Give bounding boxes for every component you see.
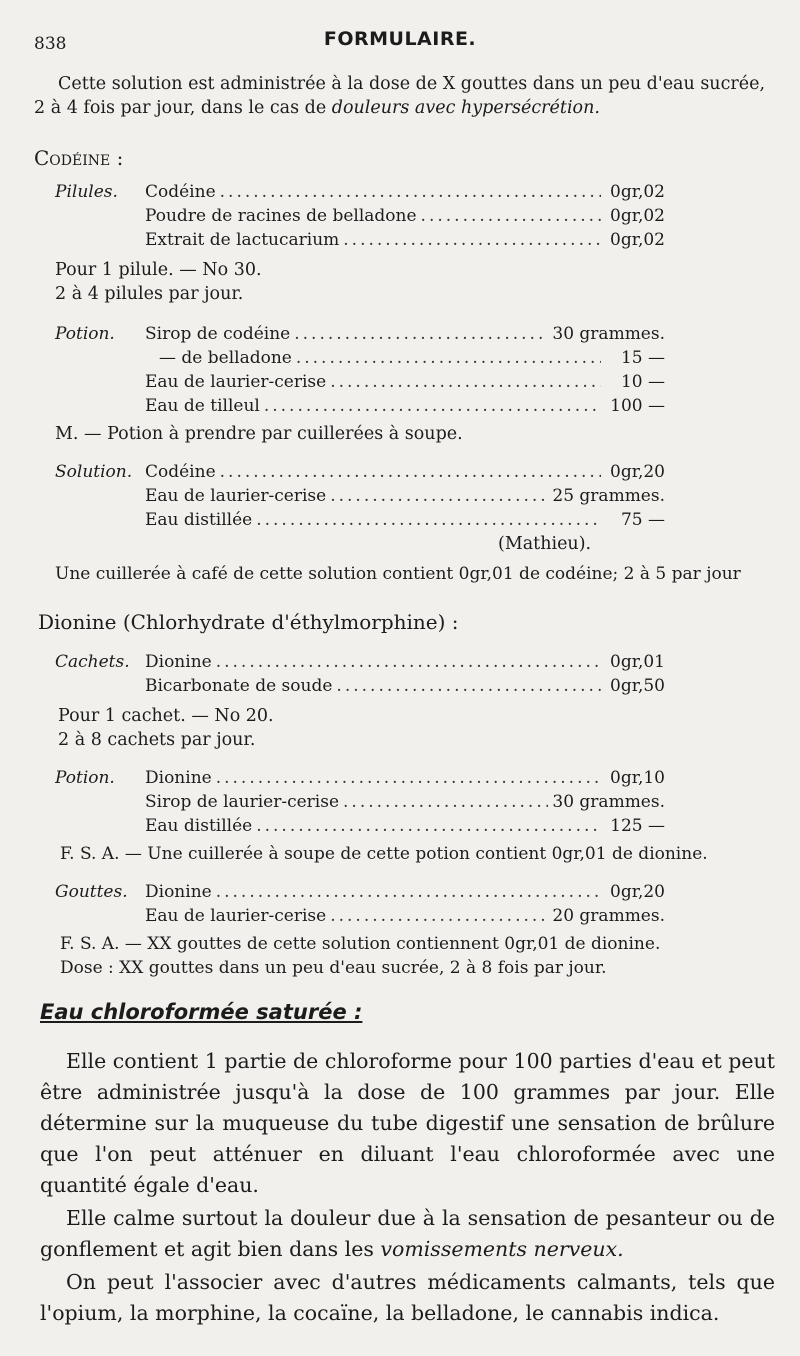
ingredient: Dionine xyxy=(145,768,212,788)
note: Dose : XX gouttes dans un peu d'eau sucrée, 2 à 8 fois par jour. xyxy=(60,958,607,978)
recipe-label: Cachets. xyxy=(55,652,130,672)
recipe-row xyxy=(55,510,665,534)
recipe-label: Pilules. xyxy=(55,182,118,202)
note: 2 à 8 cachets par jour. xyxy=(58,730,256,750)
ingredient: Bicarbonate de soude xyxy=(145,676,333,696)
ingredient: — de belladone xyxy=(159,348,292,368)
running-title: FORMULAIRE. xyxy=(323,28,477,50)
chloroform-text xyxy=(40,1046,775,1329)
recipe-label: Potion. xyxy=(55,768,115,788)
recipe-row xyxy=(55,816,665,840)
intro-emphasis: douleurs avec hypersécrétion. xyxy=(331,98,600,118)
ingredient: Eau de laurier-cerise xyxy=(145,906,327,926)
paragraph: Elle calme surtout la douleur due à la sensation de pesanteur ou de gonflement et agit bien dans les vomissements nerveux. xyxy=(40,1206,775,1261)
recipe-row xyxy=(55,768,665,792)
recipe-row xyxy=(55,230,665,254)
section-title-codeine: Codéine : xyxy=(34,146,124,170)
quantity: 30 grammes. xyxy=(552,792,665,812)
quantity: 0gr,50 xyxy=(610,676,665,696)
quantity: 100 — xyxy=(610,396,665,416)
intro-line-1: Cette solution est administrée à la dose de X gouttes dans un peu d'eau sucrée, xyxy=(58,74,766,94)
ingredient: Eau de tilleul xyxy=(145,396,260,416)
quantity: 0gr,10 xyxy=(610,768,665,788)
recipe-label: Solution. xyxy=(55,462,133,482)
quantity: 0gr,20 xyxy=(610,882,665,902)
quantity: 75 — xyxy=(620,510,665,530)
recipe-row xyxy=(55,348,665,372)
ingredient: Sirop de codéine xyxy=(145,324,291,344)
section-title-dionine: Dionine (Chlorhydrate d'éthylmorphine) : xyxy=(38,610,459,634)
recipe-row xyxy=(55,906,665,930)
author-attribution: (Mathieu). xyxy=(498,534,592,554)
recipe-label: Potion. xyxy=(55,324,115,344)
ingredient: Dionine xyxy=(145,882,212,902)
quantity: 10 — xyxy=(620,372,665,392)
note: M. — Potion à prendre par cuillerées à soupe. xyxy=(55,424,463,444)
section-title-chloroform: Eau chloroformée saturée : xyxy=(40,1000,363,1024)
quantity: 125 — xyxy=(610,816,665,836)
recipe-row xyxy=(55,792,665,816)
quantity: 0gr,20 xyxy=(610,462,665,482)
recipe-label: Gouttes. xyxy=(55,882,128,902)
note: Pour 1 cachet. — No 20. xyxy=(58,706,274,726)
quantity: 0gr,02 xyxy=(610,230,665,250)
recipe-row xyxy=(55,182,665,206)
recipe-row xyxy=(55,396,665,420)
recipe-row xyxy=(55,676,665,700)
recipe-row xyxy=(55,882,665,906)
quantity: 25 grammes. xyxy=(552,486,665,506)
intro-line-2: 2 à 4 fois par jour, dans le cas de douleurs avec hypersécrétion. xyxy=(34,98,600,118)
note: Une cuillerée à café de cette solution contient 0gr,01 de codéine; 2 à 5 par jour xyxy=(55,564,741,584)
ingredient: Codéine xyxy=(145,462,216,482)
recipe-row xyxy=(55,462,665,486)
recipe-row xyxy=(55,372,665,396)
quantity: 0gr,02 xyxy=(610,182,665,202)
quantity: 0gr,01 xyxy=(610,652,665,672)
ingredient: Eau de laurier-cerise xyxy=(145,486,327,506)
recipe-row xyxy=(55,206,665,230)
ingredient: Sirop de laurier-cerise xyxy=(145,792,340,812)
paragraph-emphasis: vomissements nerveux. xyxy=(380,1237,624,1261)
ingredient: Codéine xyxy=(145,182,216,202)
quantity: 30 grammes. xyxy=(552,324,665,344)
ingredient: Eau de laurier-cerise xyxy=(145,372,327,392)
ingredient: Eau distillée xyxy=(145,816,253,836)
note: Pour 1 pilule. — No 30. xyxy=(55,260,262,280)
ingredient: Poudre de racines de belladone xyxy=(145,206,417,226)
paragraph: On peut l'associer avec d'autres médicaments calmants, tels que l'opium, la morphine, la cocaïne, la belladone, le cannabis indica. xyxy=(40,1270,775,1325)
quantity: 20 grammes. xyxy=(552,906,665,926)
quantity: 15 — xyxy=(620,348,665,368)
recipe-row xyxy=(55,486,665,510)
note: F. S. A. — Une cuillerée à soupe de cette potion contient 0gr,01 de dionine. xyxy=(60,844,708,864)
quantity: 0gr,02 xyxy=(610,206,665,226)
ingredient: Dionine xyxy=(145,652,212,672)
note: F. S. A. — XX gouttes de cette solution contiennent 0gr,01 de dionine. xyxy=(60,934,661,954)
ingredient: Extrait de lactucarium xyxy=(145,230,340,250)
ingredient: Eau distillée xyxy=(145,510,253,530)
recipe-row xyxy=(55,324,665,348)
page-number: 838 xyxy=(34,34,67,54)
recipe-row xyxy=(55,652,665,676)
note: 2 à 4 pilules par jour. xyxy=(55,284,244,304)
paragraph: Elle contient 1 partie de chloroforme pour 100 parties d'eau et peut être administrée jusqu'à la dose de 100 grammes par jour. Elle détermine sur la muqueuse du tube digestif une sensation de brûlure que l'on peut atténuer en diluant l'eau chloroformée avec une quantité égale d'eau. xyxy=(40,1049,775,1197)
